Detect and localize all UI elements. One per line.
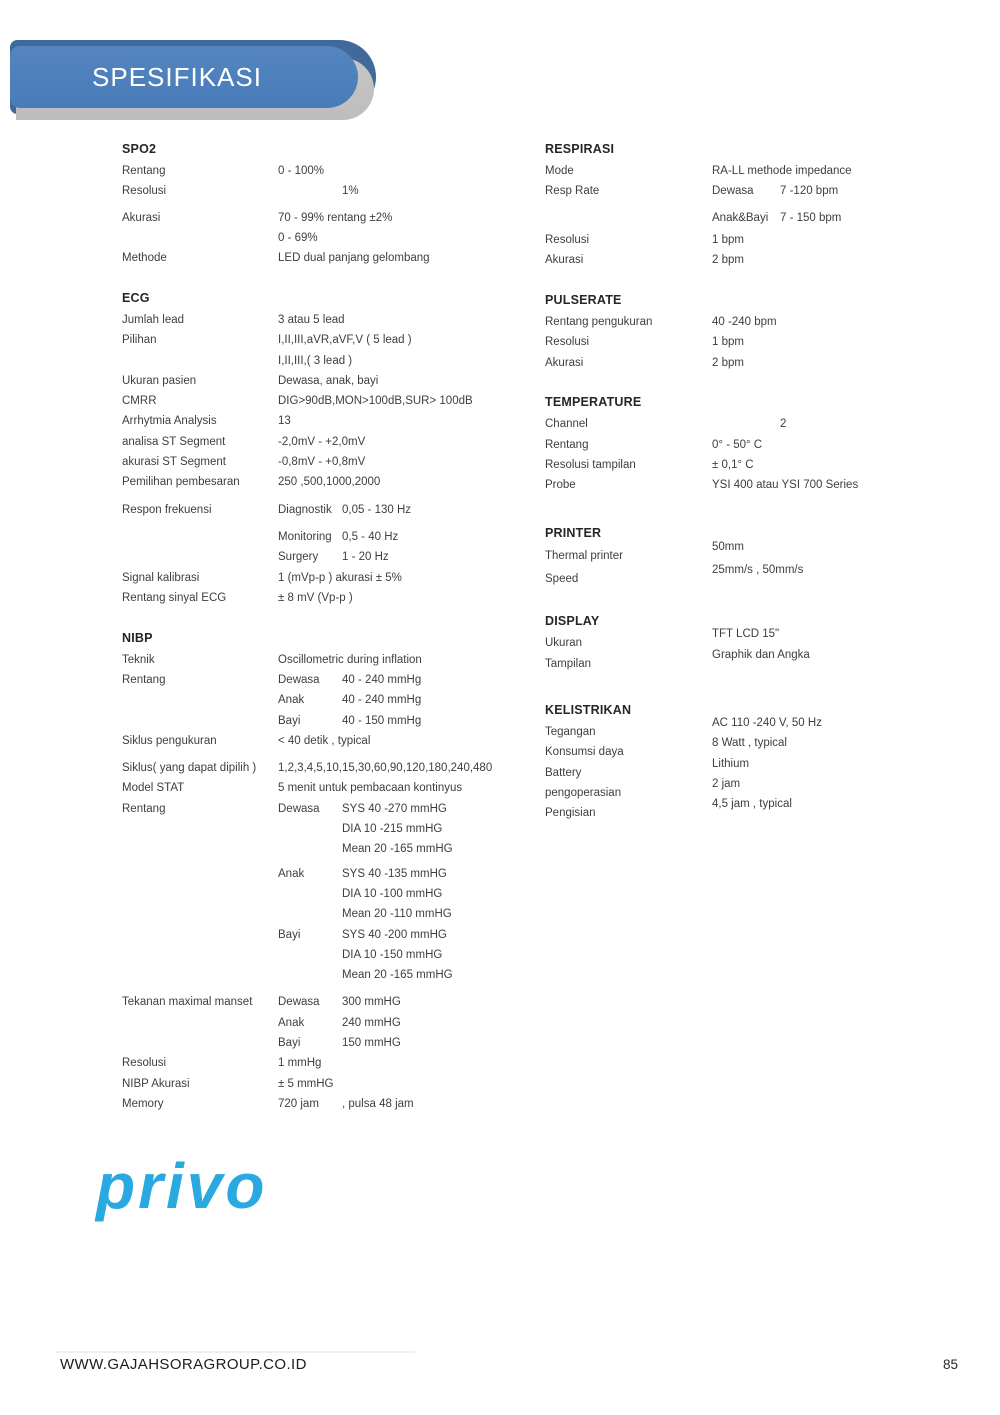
spec-value: DIG>90dB,MON>100dB,SUR> 100dB xyxy=(278,395,473,408)
spec-label: Thermal printer xyxy=(545,550,623,563)
spec-value: 1,2,3,4,5,10,15,30,60,90,120,180,240,480 xyxy=(278,762,493,775)
spec-row xyxy=(122,778,522,798)
spec-row xyxy=(545,230,965,250)
section-title: SPO2 xyxy=(122,142,157,156)
spec-value: RA-LL methode impedance xyxy=(712,165,852,177)
spec-row xyxy=(122,904,522,924)
spec-label: Pilihan xyxy=(122,334,157,347)
spec-row xyxy=(122,351,522,371)
spec-row xyxy=(122,1074,522,1094)
spec-value-detail: Mean 20 -165 mmHG xyxy=(342,843,453,856)
spec-value: 0 - 100% xyxy=(278,165,325,177)
spec-value: Anak xyxy=(278,867,305,880)
spec-section-spo2 xyxy=(122,138,522,268)
spec-row xyxy=(122,527,522,547)
spec-row xyxy=(122,588,522,608)
spec-row xyxy=(122,500,522,520)
spec-row xyxy=(122,432,522,452)
spec-value: 3 atau 5 lead xyxy=(278,313,345,326)
spec-row xyxy=(122,371,522,391)
spec-label: Rentang pengukuran xyxy=(545,315,653,328)
spec-value: Oscillometric during inflation xyxy=(278,653,422,666)
spec-label: Pemilihan pembesaran xyxy=(122,476,240,489)
spec-value: 70 - 99% rentang ±2% xyxy=(278,211,393,224)
spec-row xyxy=(122,248,522,268)
spacer xyxy=(122,493,522,500)
footer-divider-line xyxy=(55,1351,415,1353)
spec-value: 2 jam xyxy=(712,777,741,790)
spec-value: 1 (mVp-p ) akurasi ± 5% xyxy=(278,571,402,584)
spec-section-display xyxy=(545,610,965,681)
spec-row xyxy=(122,208,522,228)
spec-label: Pengisian xyxy=(545,807,596,820)
section-title: PULSERATE xyxy=(545,292,622,307)
spec-label: Konsumsi daya xyxy=(545,746,624,759)
section-title: PRINTER xyxy=(545,526,602,541)
spec-value: 1 mmHg xyxy=(278,1057,322,1070)
spec-row xyxy=(545,353,965,373)
spec-row xyxy=(545,564,965,591)
page-number: 85 xyxy=(942,1357,958,1372)
spec-row xyxy=(122,547,522,567)
spec-label: Memory xyxy=(122,1097,164,1110)
spec-row xyxy=(122,330,522,350)
spec-label: Resolusi xyxy=(122,185,167,198)
section-title: TEMPERATURE xyxy=(545,395,642,410)
spec-value: I,II,III,( 3 lead ) xyxy=(278,354,353,367)
spec-value: Dewasa xyxy=(278,802,320,815)
spec-label: Akurasi xyxy=(545,356,584,369)
spacer xyxy=(545,675,965,681)
footer-website: WWW.GAJAHSORAGROUP.CO.ID xyxy=(60,1356,307,1373)
spec-value: Surgery xyxy=(278,551,319,564)
spec-row xyxy=(122,690,522,710)
spec-column-left xyxy=(122,138,522,1114)
spec-label: Siklus pengukuran xyxy=(122,734,217,747)
spec-value: YSI 400 atau YSI 700 Series xyxy=(712,479,859,492)
spec-value: 5 menit untuk pembacaan kontinyus xyxy=(278,782,463,795)
spec-row xyxy=(122,711,522,731)
spec-label: Methode xyxy=(122,252,167,265)
spec-row xyxy=(122,819,522,839)
spec-label: Resolusi xyxy=(545,336,590,349)
spec-label: Rentang xyxy=(122,802,166,815)
spec-row xyxy=(122,839,522,859)
spec-value: Anak xyxy=(278,1016,305,1029)
spec-row xyxy=(122,391,522,411)
spec-value: Diagnostik xyxy=(278,503,332,516)
page-banner xyxy=(0,0,1000,130)
spec-value: 1 bpm xyxy=(712,336,744,349)
spec-label: Mode xyxy=(545,165,574,177)
spec-label: Rentang sinyal ECG xyxy=(122,591,227,604)
spec-value-detail: SYS 40 -135 mmHG xyxy=(342,867,447,880)
spacer xyxy=(545,496,965,504)
spec-value: 4,5 jam , typical xyxy=(712,798,792,811)
spec-row xyxy=(122,965,522,985)
spec-value: Anak&Bayi xyxy=(712,211,769,224)
spec-value: Dewasa, anak, bayi xyxy=(278,374,379,387)
spec-label: Jumlah lead xyxy=(122,313,185,326)
spec-value: 25mm/s , 50mm/s xyxy=(712,564,804,577)
spec-value-detail: 1% xyxy=(342,185,359,198)
spec-row xyxy=(122,992,522,1012)
spec-value-detail: DIA 10 -215 mmHG xyxy=(342,823,443,836)
page-title: SPESIFIKASI xyxy=(92,61,262,92)
spec-section-printer xyxy=(545,522,965,591)
spec-label: Model STAT xyxy=(122,782,185,795)
spec-value: Bayi xyxy=(278,928,301,941)
spec-value: 0° - 50° C xyxy=(712,438,763,451)
spec-value: -0,8mV - +0,8mV xyxy=(278,456,366,469)
spec-value: TFT LCD 15" xyxy=(712,627,780,640)
spec-row xyxy=(545,455,965,475)
spacer xyxy=(122,985,522,992)
spec-value: 40 -240 bpm xyxy=(712,315,777,328)
spec-label: Rentang xyxy=(545,438,589,451)
spec-value: Bayi xyxy=(278,714,301,727)
spec-value: 250 ,500,1000,2000 xyxy=(278,476,381,489)
spec-label: Siklus( yang dapat dipilih ) xyxy=(122,762,257,775)
spec-label: Battery xyxy=(545,766,582,779)
spec-value: ± 8 mV (Vp-p ) xyxy=(278,591,353,604)
spec-value: 2 bpm xyxy=(712,356,744,369)
spec-label: Akurasi xyxy=(122,211,161,224)
spec-section-pulserate xyxy=(545,289,965,373)
spec-row xyxy=(545,414,965,434)
spec-value-detail: 300 mmHG xyxy=(342,996,401,1009)
spec-label: Respon frekuensi xyxy=(122,503,212,516)
spec-row xyxy=(122,670,522,690)
spec-value-detail: , pulsa 48 jam xyxy=(342,1097,414,1110)
spec-row xyxy=(545,737,965,762)
spec-label: Resp Rate xyxy=(545,185,600,198)
spec-value: < 40 detik , typical xyxy=(278,734,371,747)
spec-row xyxy=(545,435,965,455)
section-title: KELISTRIKAN xyxy=(545,703,632,718)
spec-value-detail: 0,05 - 130 Hz xyxy=(342,503,412,516)
spec-value: 13 xyxy=(278,415,291,428)
spec-row xyxy=(545,250,965,270)
spec-value: AC 110 -240 V, 50 Hz xyxy=(712,717,822,730)
spec-row xyxy=(122,731,522,751)
spec-value: I,II,III,aVR,aVF,V ( 5 lead ) xyxy=(278,334,412,347)
spec-value-detail: 1 - 20 Hz xyxy=(342,551,389,564)
spec-value: 720 jam xyxy=(278,1097,319,1110)
spec-row xyxy=(545,332,965,352)
spec-row xyxy=(545,161,965,181)
spec-row xyxy=(545,181,965,201)
spec-value: ± 0,1° C xyxy=(712,458,754,471)
spec-label: Akurasi xyxy=(545,254,584,267)
spec-value-detail: 7 -120 bpm xyxy=(780,185,839,198)
spec-label: NIBP Akurasi xyxy=(122,1077,190,1090)
section-title: NIBP xyxy=(122,630,153,645)
spec-label: Resolusi xyxy=(545,233,590,246)
spec-value: Dewasa xyxy=(278,673,320,686)
spec-value-detail: SYS 40 -270 mmHG xyxy=(342,802,447,815)
spec-label: Speed xyxy=(545,573,579,586)
spacer xyxy=(122,751,522,758)
spec-row xyxy=(122,650,522,670)
spec-value-detail: 240 mmHG xyxy=(342,1016,401,1029)
spec-row xyxy=(122,411,522,431)
spec-label: Probe xyxy=(545,479,576,492)
spec-label: Teknik xyxy=(122,653,155,666)
spec-label: Signal kalibrasi xyxy=(122,571,200,584)
spec-row xyxy=(122,1053,522,1073)
spec-value-detail: 40 - 150 mmHg xyxy=(342,714,422,727)
spec-column-right xyxy=(545,138,965,824)
spec-value-detail: DIA 10 -100 mmHG xyxy=(342,887,443,900)
spec-value: Dewasa xyxy=(278,996,320,1009)
spec-value-detail: Mean 20 -165 mmHG xyxy=(342,969,453,982)
spec-value-detail: 40 - 240 mmHg xyxy=(342,673,422,686)
spec-value: Bayi xyxy=(278,1036,301,1049)
spec-row xyxy=(122,799,522,819)
spec-label: Tampilan xyxy=(545,657,592,670)
spec-label: pengoperasian xyxy=(545,786,622,799)
spec-row xyxy=(122,181,522,201)
spec-row xyxy=(122,1013,522,1033)
spec-section-ecg xyxy=(122,287,522,608)
spec-value-detail: 150 mmHG xyxy=(342,1036,401,1049)
spec-value: Graphik dan Angka xyxy=(712,648,810,661)
spec-row xyxy=(122,310,522,330)
spec-value-detail: SYS 40 -200 mmHG xyxy=(342,928,447,941)
spec-value: LED dual panjang gelombang xyxy=(278,252,430,265)
section-title: RESPIRASI xyxy=(545,142,615,156)
section-title: ECG xyxy=(122,290,150,305)
spec-row xyxy=(122,945,522,965)
spec-row xyxy=(122,452,522,472)
section-title: DISPLAY xyxy=(545,613,600,628)
spec-section-temperature xyxy=(545,391,965,503)
spec-section-nibp xyxy=(122,627,522,1115)
spec-section-kelistrikan xyxy=(545,699,965,823)
spacer xyxy=(122,520,522,527)
banner-main-shape xyxy=(10,46,358,108)
spec-value: 8 Watt , typical xyxy=(712,737,787,750)
spec-row xyxy=(122,884,522,904)
spec-label: Rentang xyxy=(122,165,166,177)
spec-label: Rentang xyxy=(122,673,166,686)
spec-row xyxy=(122,568,522,588)
spec-value-detail: 0,5 - 40 Hz xyxy=(342,530,399,543)
spec-value-detail: 2 xyxy=(780,418,787,431)
brand-logo: privo xyxy=(96,1150,268,1222)
spec-label: Arrhytmia Analysis xyxy=(122,415,217,428)
spec-row xyxy=(122,1094,522,1114)
spec-label: Tekanan maximal manset xyxy=(122,996,253,1009)
spec-row xyxy=(122,1033,522,1053)
spec-label: Tegangan xyxy=(545,726,596,739)
spec-row xyxy=(545,312,965,332)
spec-value: -2,0mV - +2,0mV xyxy=(278,435,366,448)
spec-row xyxy=(122,925,522,945)
spec-row xyxy=(122,161,522,181)
spec-row xyxy=(122,228,522,248)
spec-label: Ukuran pasien xyxy=(122,374,197,387)
spec-row xyxy=(122,864,522,884)
spec-label: analisa ST Segment xyxy=(122,435,226,448)
spec-value: ± 5 mmHG xyxy=(278,1077,334,1090)
spec-value: Monitoring xyxy=(278,530,332,543)
spec-row xyxy=(545,208,965,228)
spec-value: 0 - 69% xyxy=(278,231,318,244)
spec-value-detail: Mean 20 -110 mmHG xyxy=(342,908,452,921)
spec-value: Anak xyxy=(278,694,305,707)
spec-label: akurasi ST Segment xyxy=(122,456,226,469)
spec-section-respirasi xyxy=(545,138,965,270)
spec-value-detail: 7 - 150 bpm xyxy=(780,211,842,224)
spec-value-detail: DIA 10 -150 mmHG xyxy=(342,948,443,961)
spec-value: 50mm xyxy=(712,541,744,554)
spec-value: 2 bpm xyxy=(712,254,744,267)
spec-value: Dewasa xyxy=(712,185,754,198)
spec-value: Lithium xyxy=(712,757,750,770)
spec-value: 1 bpm xyxy=(712,233,744,246)
spec-label: Ukuran xyxy=(545,636,583,649)
spec-label: Resolusi xyxy=(122,1057,167,1070)
spec-label: Channel xyxy=(545,418,588,431)
spec-row xyxy=(545,757,965,783)
spec-row xyxy=(122,758,522,778)
spec-row xyxy=(545,648,965,675)
spec-label: Resolusi tampilan xyxy=(545,458,636,471)
spec-row xyxy=(545,798,965,823)
spec-row xyxy=(122,472,522,492)
spec-label: CMRR xyxy=(122,395,157,408)
spec-row xyxy=(545,475,965,495)
spec-value-detail: 40 - 240 mmHg xyxy=(342,694,422,707)
